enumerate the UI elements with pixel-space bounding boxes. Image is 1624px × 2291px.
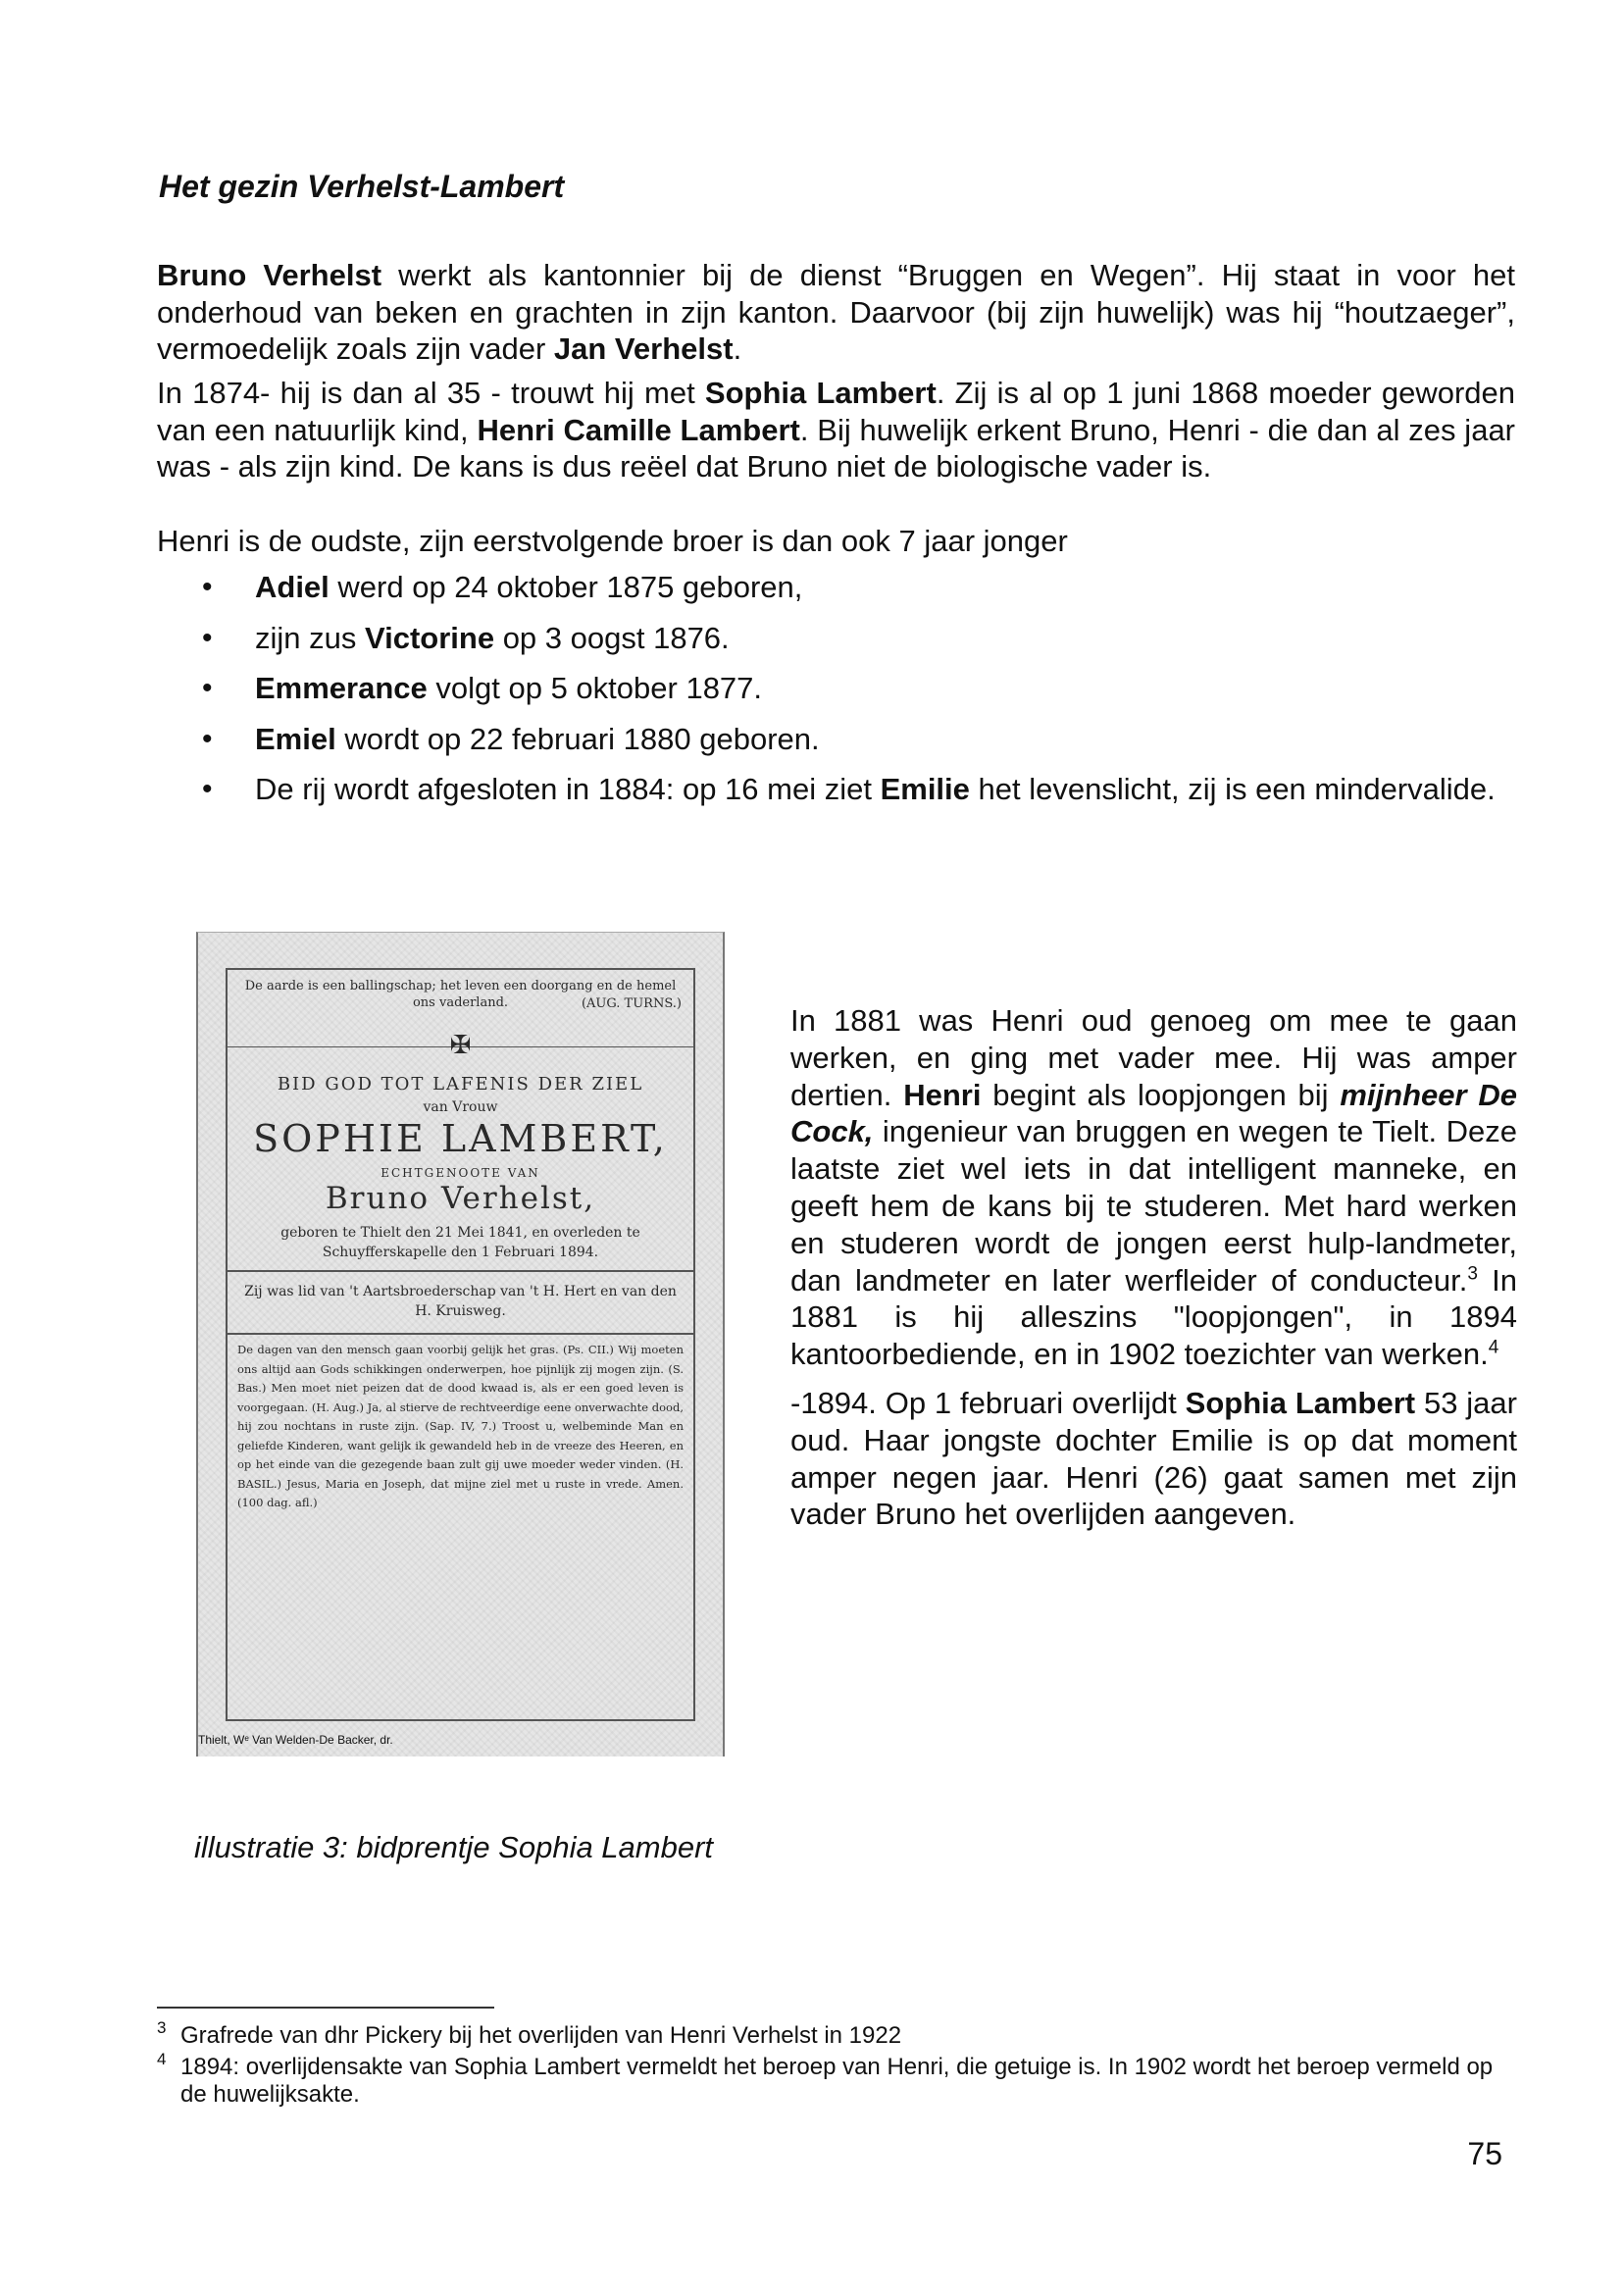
footnote — [157, 2018, 1515, 2050]
paragraph-text: . — [733, 331, 742, 366]
bullet-icon: • — [202, 722, 213, 755]
section-title: Het gezin Verhelst-Lambert — [159, 169, 565, 204]
paragraph-text: In 1874- hij is dan al 35 - trouwt hij met — [157, 376, 705, 410]
paragraph-oldest: Henri is de oudste, zijn eerstvolgende broer is dan ook 7 jaar jonger — [157, 524, 1068, 558]
figure-caption: illustratie 3: bidprentje Sophia Lambert — [194, 1830, 714, 1864]
paragraph-text: In 1881 is hij alleszins "loopjongen", in 1894 kantoorbediende, en in 1902 toezichter van werken. — [790, 1262, 1517, 1372]
paragraph-text: ingenieur van bruggen en wegen te Tielt. Deze laatste ziet wel iets in dat intelligent manneke, en geeft hem de kans bij te studeren. Met hard werken en studeren wordt de jongen eerst hulp-landmeter, dan landmeter en later werfleider of conducteur. — [790, 1114, 1517, 1298]
list-item — [196, 721, 1515, 758]
bullet-icon: • — [202, 672, 213, 704]
card-dates: geboren te Thielt den 21 Mei 1841, en overleden te Schuyfferskapelle den 1 Februari 1894. — [280, 1225, 640, 1260]
name-jan: Jan Verhelst — [553, 331, 734, 366]
card-printer: Thielt, Wᵉ Van Welden-De Backer, dr. — [198, 1733, 393, 1747]
paragraph-bruno — [157, 257, 1515, 368]
child-name: Emiel — [255, 721, 336, 756]
list-item — [196, 670, 1515, 707]
paragraph-text: . Zij is al op 1 juni 1868 moeder geworden van een natuurlijk kind, — [157, 376, 1515, 447]
card-divider — [228, 1270, 693, 1272]
prayer-card-frame — [226, 968, 695, 1721]
cross-icon: ✠ — [449, 1031, 472, 1060]
name-henri-camille: Henri Camille Lambert — [477, 412, 800, 447]
child-name: Emmerance — [255, 671, 428, 705]
footnote-ref: 4 — [1488, 1337, 1499, 1358]
footnote-text: 1894: overlijdensakte van Sophia Lambert vermeldt het beroep van Henri, die getuige is. In 1902 wordt het beroep vermeld op de huwelijksakte. — [180, 2054, 1494, 2108]
prayer-card-image — [196, 932, 725, 1756]
card-spouse-label: ECHTGENOOTE VAN — [381, 1166, 540, 1180]
paragraph-marriage — [157, 375, 1515, 485]
item-text: op 3 oogst 1876. — [494, 620, 730, 655]
child-name: Emilie — [880, 772, 970, 806]
name-bruno: Bruno Verhelst — [157, 258, 382, 292]
paragraph-text: 53 jaar oud. Haar jongste dochter Emilie is op dat moment amper negen jaar. Henri (26) gaat samen met zijn vader Bruno het overlijden aangeven. — [790, 1385, 1517, 1532]
paragraph-henri-work — [790, 1002, 1517, 1373]
item-text: het levenslicht, zij is een mindervalide. — [969, 772, 1496, 806]
footnotes — [157, 2018, 1515, 2113]
footnote-number: 4 — [157, 2050, 167, 2068]
page-number: 75 — [1467, 2136, 1502, 2171]
footnote-text: Grafrede van dhr Pickery bij het overlijden van Henri Verhelst in 1922 — [180, 2022, 902, 2049]
bullet-icon: • — [202, 621, 213, 654]
card-deceased-name: SOPHIE LAMBERT, — [253, 1117, 668, 1160]
card-van: van Vrouw — [423, 1099, 498, 1115]
paragraph-text: . Bij huwelijk erkent Bruno, Henri - die dan al zes jaar was - als zijn kind. De kans is dus reëel dat Bruno niet de biologische vader is. — [157, 412, 1516, 484]
list-item — [196, 569, 1515, 606]
bullet-icon: • — [202, 773, 213, 805]
card-brotherhood: Zij was lid van 't Aartsbroederschap van 't H. Hert en van den H. Kruisweg. — [244, 1284, 677, 1319]
item-text: zijn zus — [255, 620, 365, 655]
footnote-number: 3 — [157, 2018, 167, 2037]
child-name: Adiel — [255, 570, 330, 604]
item-text: volgt op 5 oktober 1877. — [427, 671, 763, 705]
card-epigraph-source: (AUG. TURNS.) — [581, 996, 682, 1011]
list-item — [196, 771, 1515, 808]
name-henri: Henri — [903, 1077, 982, 1112]
paragraph-text: -1894. Op 1 februari overlijdt — [790, 1385, 1186, 1420]
item-text: werd op 24 oktober 1875 geboren, — [329, 570, 803, 604]
footnote-divider — [157, 2007, 494, 2009]
footnote-ref: 3 — [1467, 1263, 1478, 1285]
item-text: wordt op 22 februari 1880 geboren. — [335, 721, 820, 756]
paragraph-death — [790, 1385, 1517, 1533]
paragraph-text: In 1881 was Henri oud genoeg om mee te gaan werken, en ging met vader mee. Hij was amper dertien. — [790, 1003, 1517, 1112]
paragraph-text: begint als loopjongen bij — [981, 1077, 1341, 1112]
card-verses: De dagen van den mensch gaan voorbij gelijk het gras. (Ps. CII.) Wij moeten ons altijd aan Gods schikkingen onderwerpen, hoe pijnlijk zij mogen zijn. (S. Bas.) Men moet niet peizen dat de dood kwaad is, als er een goed leven is voorgegaan. (H. Aug.) Ja, al stierve de rechtveerdige eene onverwachte dood, hij zou nochtans in ruste zijn. (Sap. IV, 7.) Troost u, welbeminde Man en geliefde Kinderen, want gelijk ik gewandeld heb in de vreeze des Heeren, en op het einde van die gezegende baan zult gij uwe moeder weder vinden. (H. BASIL.) Jesus, Maria en Joseph, dat mijne ziel met u ruste in vrede. Amen. (100 dag. afl.) — [237, 1343, 684, 1509]
child-name: Victorine — [364, 620, 495, 655]
name-sophia: Sophia Lambert — [1185, 1385, 1416, 1420]
card-spouse-name: Bruno Verhelst, — [325, 1181, 596, 1216]
card-epigraph: De aarde is een ballingschap; het leven een doorgang en de hemel ons vaderland. — [244, 979, 677, 1010]
footnote — [157, 2050, 1515, 2109]
name-sophia: Sophia Lambert — [704, 376, 937, 410]
bullet-icon: • — [202, 571, 213, 603]
card-divider — [228, 1333, 693, 1335]
card-header: BID GOD TOT LAFENIS DER ZIEL — [277, 1074, 644, 1095]
name-de-cock: mijnheer De Cock, — [790, 1077, 1517, 1149]
children-list — [196, 569, 1515, 822]
list-item — [196, 620, 1515, 657]
item-text: De rij wordt afgesloten in 1884: op 16 mei ziet — [255, 772, 881, 806]
paragraph-text: werkt als kantonnier bij de dienst “Bruggen en Wegen”. Hij staat in voor het onderhoud van beken en grachten in zijn kanton. Daarvoor (bij zijn huwelijk) was hij “houtzaeger”, vermoedelijk zoals zijn vader — [157, 258, 1515, 366]
side-text — [790, 1002, 1517, 1545]
